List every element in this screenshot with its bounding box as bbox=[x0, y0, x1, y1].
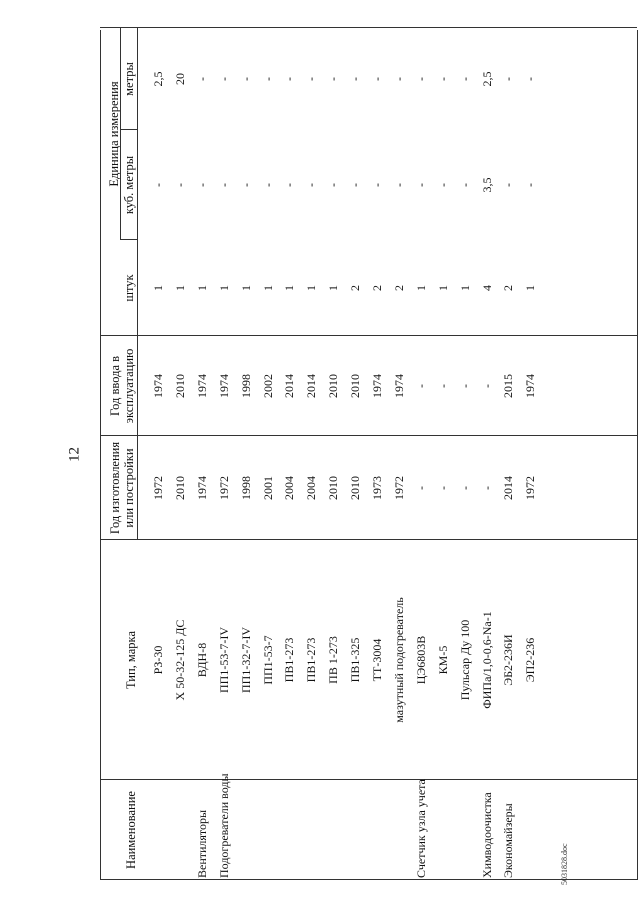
footer-filename: 5031828.doc bbox=[560, 843, 569, 885]
table-cell-made: 1972 bbox=[523, 476, 538, 500]
table-cell-made: - bbox=[479, 486, 494, 490]
table-cell-comm: 2014 bbox=[304, 374, 319, 398]
header-meters: метры bbox=[122, 62, 136, 96]
table-cell-name: Экономайзеры bbox=[501, 803, 516, 878]
table-cell-type: ЦЭ6803В bbox=[413, 635, 428, 685]
table-cell-meters: - bbox=[282, 77, 297, 81]
header-commissioned-line1: Год ввода в bbox=[108, 355, 122, 417]
table-cell-type: ФИПа/1,0-0,6-Nа-1 bbox=[479, 611, 494, 709]
table-cell-meters: 2,5 bbox=[479, 71, 494, 87]
table-cell-meters: - bbox=[304, 77, 319, 81]
table-cell-type: Х 50-32-125 ДС bbox=[172, 619, 187, 701]
table-cell-type: ПП1-32-7-IV bbox=[238, 627, 253, 693]
table-cell-made: 1972 bbox=[391, 476, 406, 500]
table-cell-type: ВДН-8 bbox=[194, 642, 209, 678]
table-cell-pcs: 1 bbox=[194, 285, 209, 291]
table-cell-made: 2004 bbox=[304, 476, 319, 500]
table-cell-comm: 1974 bbox=[391, 374, 406, 398]
table-cell-pcs: 1 bbox=[260, 285, 275, 291]
table-border-bottom bbox=[637, 30, 638, 880]
table-cell-comm: 1974 bbox=[151, 374, 165, 398]
table-cell-type: ПП1-53-7 bbox=[260, 635, 275, 685]
table-cell-comm: - bbox=[457, 384, 472, 388]
table-cell-pcs: 1 bbox=[435, 285, 450, 291]
table-cell-pcs: 1 bbox=[304, 285, 319, 291]
table-cell-type: РЗ-30 bbox=[151, 645, 165, 675]
table-cell-comm: 1974 bbox=[194, 374, 209, 398]
table-cell-cubic: 3,5 bbox=[479, 177, 494, 193]
table-cell-pcs: 2 bbox=[501, 285, 516, 291]
table-cell-pcs: 1 bbox=[457, 285, 472, 291]
table-cell-cubic: - bbox=[216, 183, 231, 187]
table-cell-pcs: 1 bbox=[282, 285, 297, 291]
table-cell-pcs: 1 bbox=[523, 285, 538, 291]
table-cell-meters: - bbox=[370, 77, 384, 81]
table-cell-type: мазутный подогреватель bbox=[391, 597, 406, 723]
table-cell-comm: 1974 bbox=[523, 374, 538, 398]
table-cell-meters: - bbox=[216, 77, 231, 81]
table-cell-comm: - bbox=[413, 384, 428, 388]
table-cell-meters: - bbox=[348, 77, 363, 81]
table-cell-made: 1998 bbox=[238, 476, 253, 500]
table-cell-cubic: - bbox=[151, 183, 165, 187]
table-cell-type: ЭП2-236 bbox=[523, 637, 538, 683]
table-cell-pcs: 1 bbox=[326, 285, 341, 291]
table-cell-made: 2010 bbox=[348, 476, 363, 500]
table-cell-meters: - bbox=[435, 77, 450, 81]
header-commissioned-line2: эксплуатацию bbox=[122, 348, 136, 424]
header-units-group: Единица измерения bbox=[107, 81, 121, 187]
table-cell-name: Химводоочистка bbox=[479, 792, 494, 878]
table-cell-name: Вентиляторы bbox=[194, 809, 209, 878]
header-type: Тип, марка bbox=[124, 631, 138, 690]
table-cell-type: КМ-5 bbox=[435, 645, 450, 675]
table-cell-meters: - bbox=[194, 77, 209, 81]
table-cell-meters: - bbox=[413, 77, 428, 81]
table-cell-type: Пульсар Ду 100 bbox=[457, 619, 472, 701]
table-cell-type: ПП1-53-7-IV bbox=[216, 627, 231, 693]
table-cell-type: ПВ1-273 bbox=[282, 637, 297, 683]
table-cell-made: 2001 bbox=[260, 476, 275, 500]
table-cell-made: 2010 bbox=[326, 476, 341, 500]
header-made-line2: или постройки bbox=[122, 448, 136, 528]
table-cell-cubic: - bbox=[194, 183, 209, 187]
table-cell-cubic: - bbox=[172, 183, 187, 187]
table-cell-made: 2004 bbox=[282, 476, 297, 500]
table-cell-meters: - bbox=[238, 77, 253, 81]
table-cell-cubic: - bbox=[304, 183, 319, 187]
header-pcs: штук bbox=[122, 274, 136, 302]
units-group-underline bbox=[120, 28, 121, 240]
table-cell-type: ТТ-3004 bbox=[370, 638, 384, 682]
equipment-table bbox=[100, 30, 640, 880]
table-cell-comm: - bbox=[435, 384, 450, 388]
header-name: Наименование bbox=[124, 791, 138, 869]
table-cell-type: ПВ1-325 bbox=[348, 637, 363, 683]
table-cell-comm: 2014 bbox=[282, 374, 297, 398]
table-cell-cubic: - bbox=[501, 183, 516, 187]
table-cell-comm: 1998 bbox=[238, 374, 253, 398]
table-cell-made: 1972 bbox=[216, 476, 231, 500]
table-cell-type: ПВ 1-273 bbox=[326, 636, 341, 684]
header-cubic: куб. метры bbox=[122, 155, 136, 215]
table-cell-cubic: - bbox=[523, 183, 538, 187]
table-cell-cubic: - bbox=[282, 183, 297, 187]
table-cell-pcs: 1 bbox=[413, 285, 428, 291]
table-border-top bbox=[100, 30, 101, 880]
table-cell-comm: - bbox=[479, 384, 494, 388]
table-cell-made: 1973 bbox=[370, 476, 384, 500]
table-cell-made: - bbox=[413, 486, 428, 490]
table-cell-comm: 2010 bbox=[172, 374, 187, 398]
table-cell-comm: 1974 bbox=[216, 374, 231, 398]
header-underline bbox=[137, 28, 138, 540]
table-cell-cubic: - bbox=[457, 183, 472, 187]
table-cell-meters: - bbox=[391, 77, 406, 81]
table-cell-cubic: - bbox=[326, 183, 341, 187]
table-cell-comm: 2002 bbox=[260, 374, 275, 398]
table-cell-cubic: - bbox=[413, 183, 428, 187]
table-cell-cubic: - bbox=[391, 183, 406, 187]
table-cell-made: - bbox=[457, 486, 472, 490]
table-cell-cubic: - bbox=[370, 183, 384, 187]
table-cell-made: 2014 bbox=[501, 476, 516, 500]
table-cell-made: 1972 bbox=[151, 476, 165, 500]
table-cell-comm: 2010 bbox=[348, 374, 363, 398]
table-cell-meters: - bbox=[523, 77, 538, 81]
table-border-left bbox=[100, 879, 637, 880]
table-cell-pcs: 1 bbox=[172, 285, 187, 291]
table-cell-comm: 2015 bbox=[501, 374, 516, 398]
table-cell-pcs: 1 bbox=[238, 285, 253, 291]
table-cell-pcs: 2 bbox=[391, 285, 406, 291]
table-cell-meters: - bbox=[326, 77, 341, 81]
table-cell-cubic: - bbox=[260, 183, 275, 187]
table-cell-meters: 20 bbox=[172, 73, 187, 85]
table-cell-pcs: 1 bbox=[216, 285, 231, 291]
table-cell-comm: 2010 bbox=[326, 374, 341, 398]
table-cell-meters: - bbox=[260, 77, 275, 81]
page-number: 12 bbox=[66, 447, 83, 462]
table-cell-made: 1974 bbox=[194, 476, 209, 500]
table-cell-pcs: 1 bbox=[151, 285, 165, 291]
table-cell-name: Подогреватели воды bbox=[216, 773, 231, 878]
table-cell-made: - bbox=[435, 486, 450, 490]
header-made-line1: Год изготовления bbox=[108, 441, 122, 535]
table-cell-type: ПВ1-273 bbox=[304, 637, 319, 683]
table-cell-meters: 2,5 bbox=[151, 71, 165, 87]
table-cell-made: 2010 bbox=[172, 476, 187, 500]
table-cell-meters: - bbox=[457, 77, 472, 81]
table-cell-cubic: - bbox=[238, 183, 253, 187]
table-cell-pcs: 2 bbox=[370, 285, 384, 291]
table-cell-type: ЭБ2-236И bbox=[501, 634, 516, 686]
table-cell-name: Счетчик узла учета bbox=[413, 779, 428, 878]
table-cell-comm: 1974 bbox=[370, 374, 384, 398]
table-cell-meters: - bbox=[501, 77, 516, 81]
table-cell-pcs: 2 bbox=[348, 285, 363, 291]
table-cell-cubic: - bbox=[435, 183, 450, 187]
table-cell-pcs: 4 bbox=[479, 285, 494, 291]
table-cell-cubic: - bbox=[348, 183, 363, 187]
